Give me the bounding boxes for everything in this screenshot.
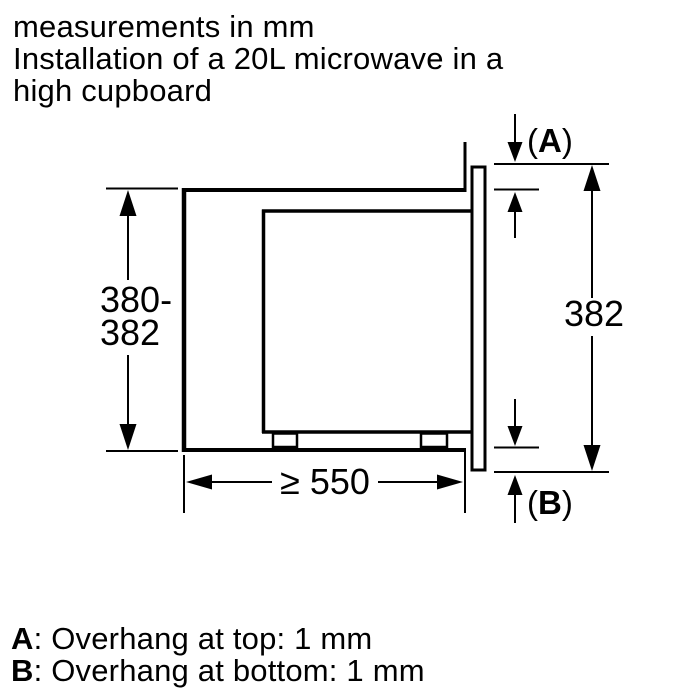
arrowhead-up-icon [508,475,523,495]
niche-height-value-line1: 380- [100,279,173,320]
callout-b-paren-close: ) [561,484,573,521]
arrowhead-up-icon [584,165,601,191]
dimension-niche-depth [184,448,465,513]
legend-item-a [11,623,425,655]
title-line-units: measurements in mm [13,9,315,44]
callout-b-paren-open: ( [527,484,538,521]
niche-depth-value: ≥ 550 [280,461,370,502]
title-line-cupboard: high cupboard [13,73,213,108]
callout-a-paren-open: ( [527,122,538,159]
microwave-body [262,167,485,470]
niche-height-value-line2: 382 [100,312,161,353]
legend-item-b [11,655,425,687]
legend [11,623,425,687]
arrowhead-down-icon [120,424,137,450]
legend-text-b: : Overhang at bottom: 1 mm [33,653,425,688]
callout-a-paren-close: ) [561,122,573,159]
legend-text-a: : Overhang at top: 1 mm [33,621,373,656]
callout-a-letter: A [538,122,562,159]
dimension-niche-height [100,189,178,452]
legend-letter-b: B [11,653,34,688]
arrowhead-down-icon [508,426,523,446]
dimension-overhang-top [494,114,573,238]
frame-height-value: 382 [563,293,625,334]
title-line-installation: Installation of a 20L microwave in a [13,41,504,76]
cupboard-outline [182,142,465,452]
arrowhead-down-icon [584,445,601,471]
callout-b-label [527,484,573,521]
dimension-overhang-bottom [494,399,573,523]
callout-b-letter: B [538,484,562,521]
arrowhead-right-icon [437,475,463,490]
arrowhead-up-icon [508,192,523,212]
microwave-foot-rear [273,434,297,448]
arrowhead-down-icon [508,142,523,162]
arrowhead-up-icon [120,190,137,216]
microwave-front-frame [472,167,485,470]
arrowhead-left-icon [186,475,212,490]
callout-a-label [527,122,573,159]
microwave-foot-front [421,434,447,448]
legend-letter-a: A [11,621,34,656]
